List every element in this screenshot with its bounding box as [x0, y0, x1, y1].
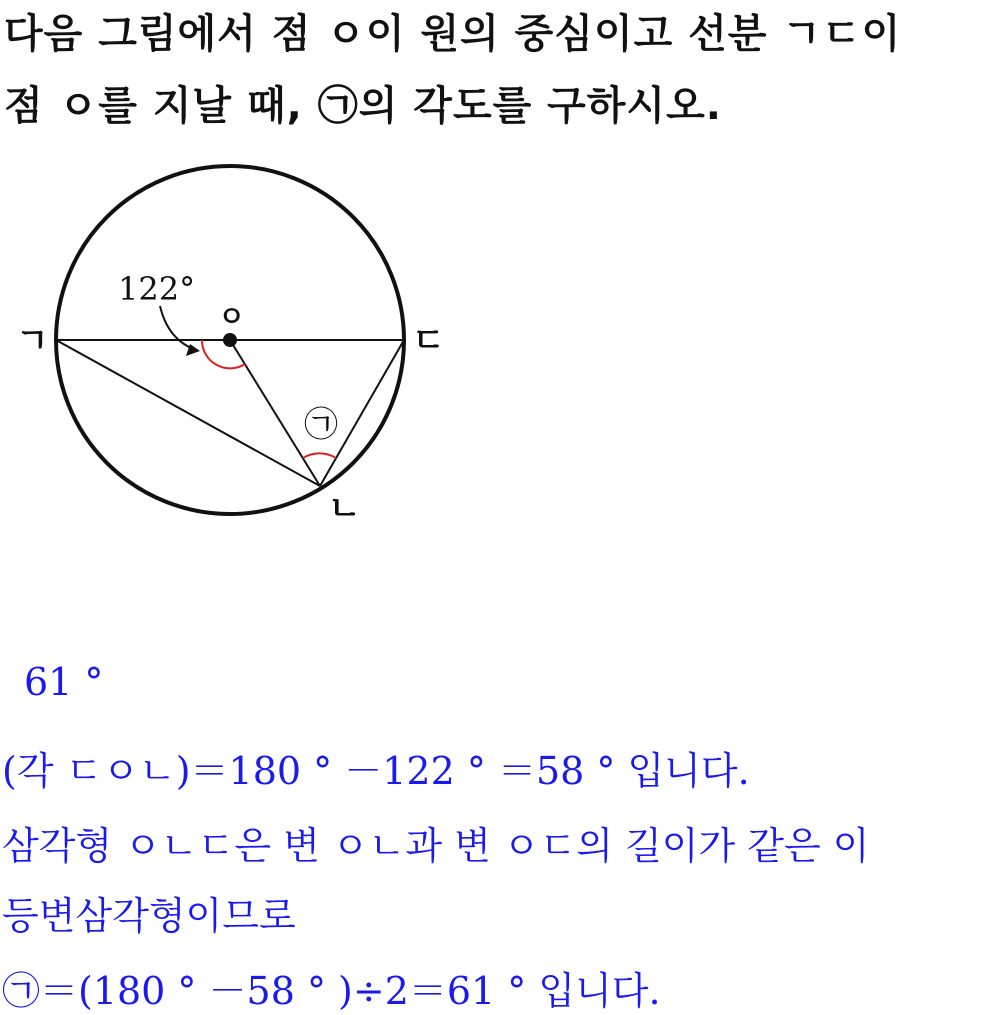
point-label-n: ㄴ [328, 489, 361, 529]
point-label-d: ㄷ [412, 321, 445, 361]
geometry-figure [0, 150, 460, 530]
question-line-1: 다음 그림에서 점 ㅇ이 원의 중심이고 선분 ㄱㄷ이 [4, 11, 902, 57]
answer-step-4: ㉠＝(180 ° －58 ° )÷2＝61 ° 입니다. [2, 969, 661, 1013]
point-label-o: ㅇ [218, 300, 246, 333]
answer-step-2: 삼각형 ㅇㄴㄷ은 변 ㅇㄴ과 변 ㅇㄷ의 길이가 같은 이 [2, 824, 870, 868]
marked-angle-label: ㉠ [304, 405, 338, 445]
answer-value: 61 ° [24, 660, 104, 704]
answer-step-1: (각 ㄷㅇㄴ)＝180 ° －122 ° ＝58 ° 입니다. [2, 749, 750, 793]
angle-arc-target [303, 453, 336, 458]
center-point [223, 333, 237, 347]
angle-label-122: 122° [118, 270, 196, 308]
angle-pointer-arrow [160, 306, 196, 350]
question-line-2: 점 ㅇ를 지날 때, ㉠의 각도를 구하시오. [4, 83, 722, 129]
point-label-g: ㄱ [16, 321, 49, 361]
answer-step-3: 등변삼각형이므로 [2, 894, 296, 938]
chord-segment-gn [56, 340, 320, 486]
